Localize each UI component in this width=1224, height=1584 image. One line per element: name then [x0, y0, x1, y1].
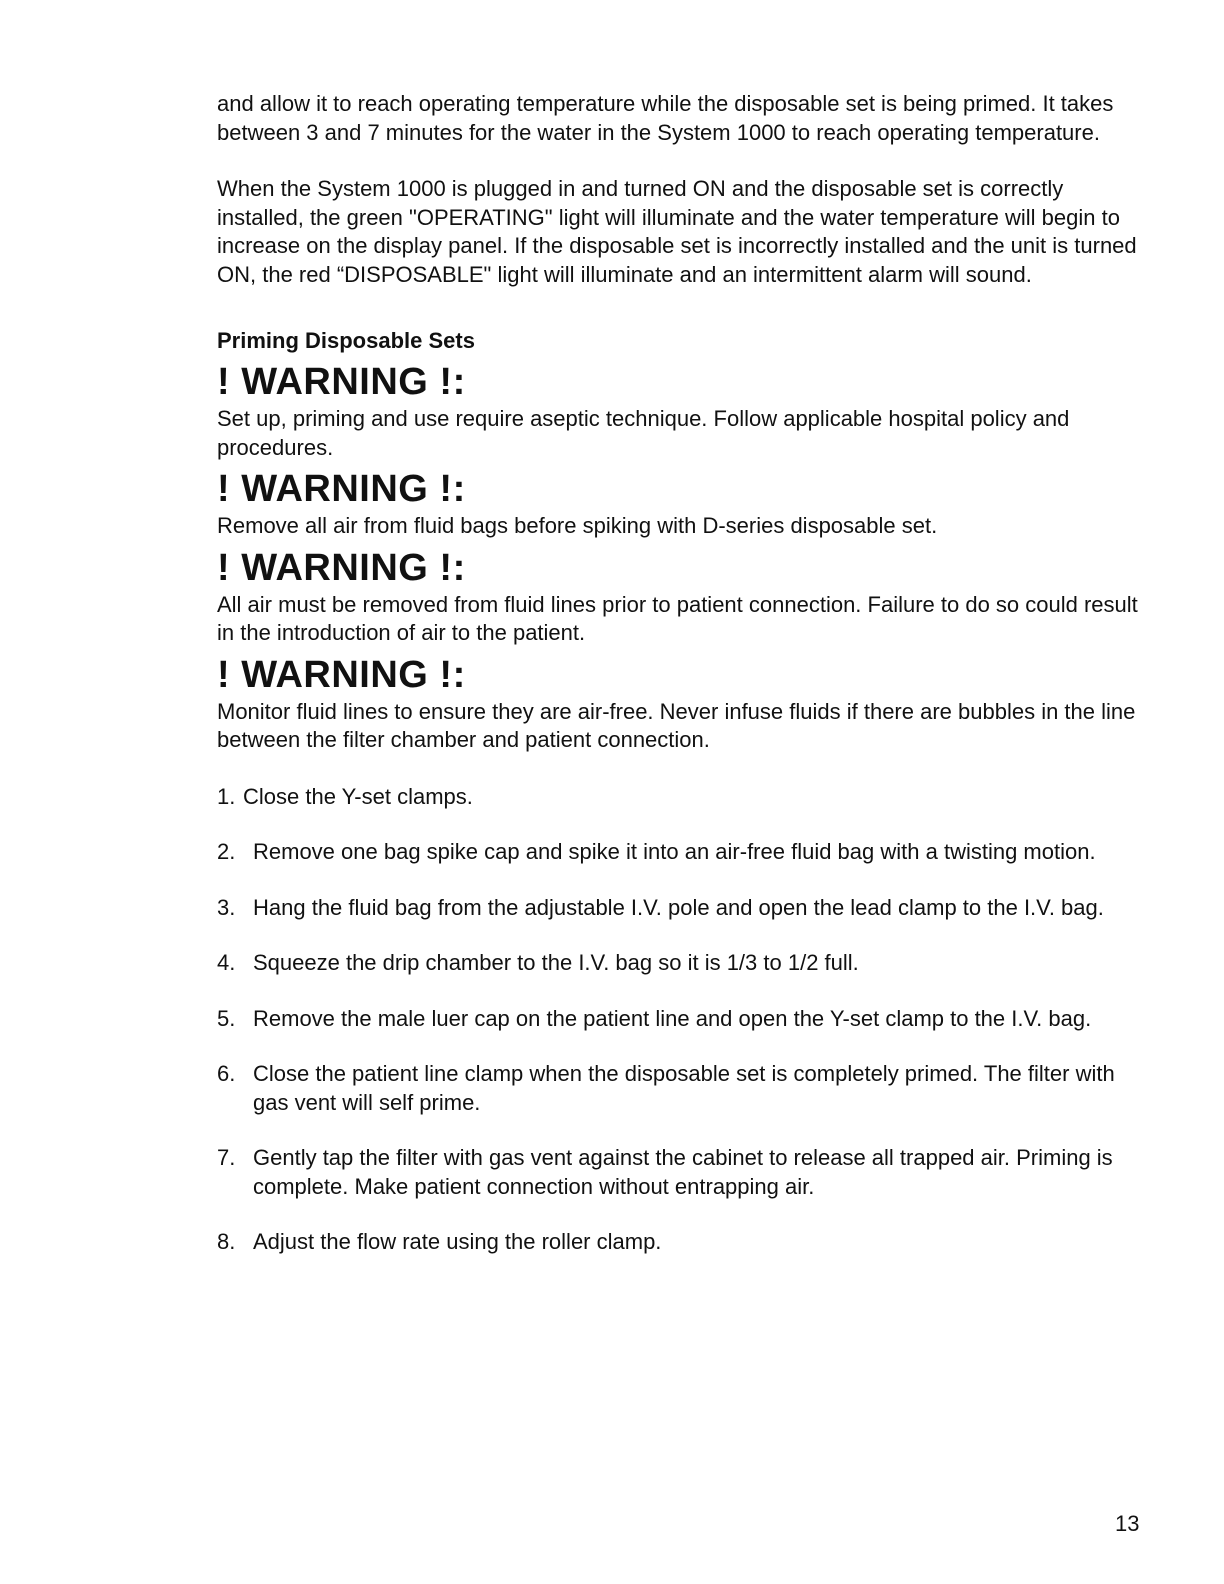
- page-number: 13: [1115, 1511, 1140, 1536]
- step-number: 2.: [217, 839, 236, 864]
- warning-text: Set up, priming and use require aseptic technique. Follow applicable hospital policy and procedures.: [217, 406, 1070, 460]
- step-number: 6.: [217, 1061, 236, 1086]
- step-text: Remove the male luer cap on the patient line and open the Y-set clamp to the I.V. bag.: [253, 1005, 1092, 1031]
- section-heading: Priming Disposable Sets: [217, 328, 475, 353]
- step-text: Gently tap the filter with gas vent against the cabinet to release all trapped air. Priming is complete. Make patient connection without entrapping air.: [253, 1145, 1113, 1199]
- list-item: [217, 1005, 1147, 1034]
- list-item: [217, 838, 1147, 867]
- step-number: 4.: [217, 950, 236, 975]
- warning-block-1: [217, 359, 1147, 462]
- warning-text: All air must be removed from fluid lines prior to patient connection. Failure to do so could result in the introduction of air to the patient.: [217, 591, 1138, 645]
- step-text: Close the Y-set clamps.: [243, 783, 473, 809]
- list-item: [217, 783, 1147, 812]
- step-number: 5.: [217, 1005, 236, 1031]
- warning-title: ! WARNING !:: [217, 653, 466, 696]
- intro-paragraph-2: When the System 1000 is plugged in and turned ON and the disposable set is correctly installed, the green "OPERATING" light will illuminate and the water temperature will begin to increase on the display panel. If the disposable set is incorrectly installed and the unit is turned ON, the red “DISPOSABLE" light will illuminate and an intermittent alarm will sound.: [217, 176, 1137, 287]
- priming-steps-list: [217, 783, 1147, 1257]
- warning-block-2: [217, 466, 1147, 541]
- list-item: [217, 894, 1147, 923]
- step-text: Close the patient line clamp when the disposable set is completely primed. The filter with gas vent will self prime.: [253, 1061, 1115, 1115]
- list-item: [217, 1228, 1147, 1257]
- step-text: Hang the fluid bag from the adjustable I.V. pole and open the lead clamp to the I.V. bag.: [253, 894, 1104, 920]
- list-item: [217, 1060, 1147, 1117]
- step-text: Adjust the flow rate using the roller clamp.: [253, 1229, 662, 1254]
- warning-title: ! WARNING !:: [217, 468, 466, 510]
- warning-block-4: [217, 652, 1147, 755]
- step-number: 3.: [217, 894, 236, 920]
- warning-title: ! WARNING !:: [217, 546, 466, 589]
- warning-title: ! WARNING !:: [217, 361, 466, 403]
- step-number: 7.: [217, 1145, 236, 1170]
- intro-paragraph-1: and allow it to reach operating temperature while the disposable set is being primed. It takes between 3 and 7 minutes for the water in the System 1000 to reach operating temperature.: [217, 91, 1114, 145]
- step-text: Remove one bag spike cap and spike it into an air-free fluid bag with a twisting motion.: [253, 839, 1096, 864]
- warning-text: Monitor fluid lines to ensure they are air-free. Never infuse fluids if there are bubbles in the line between the filter chamber and patient connection.: [217, 698, 1136, 752]
- list-item: [217, 1144, 1147, 1201]
- step-number: 1.: [217, 783, 236, 809]
- warning-text: Remove all air from fluid bags before spiking with D-series disposable set.: [217, 513, 938, 538]
- step-number: 8.: [217, 1229, 236, 1254]
- document-page: [217, 90, 1147, 1284]
- list-item: [217, 949, 1147, 978]
- step-text: Squeeze the drip chamber to the I.V. bag so it is 1/3 to 1/2 full.: [253, 950, 859, 975]
- warning-block-3: [217, 545, 1147, 648]
